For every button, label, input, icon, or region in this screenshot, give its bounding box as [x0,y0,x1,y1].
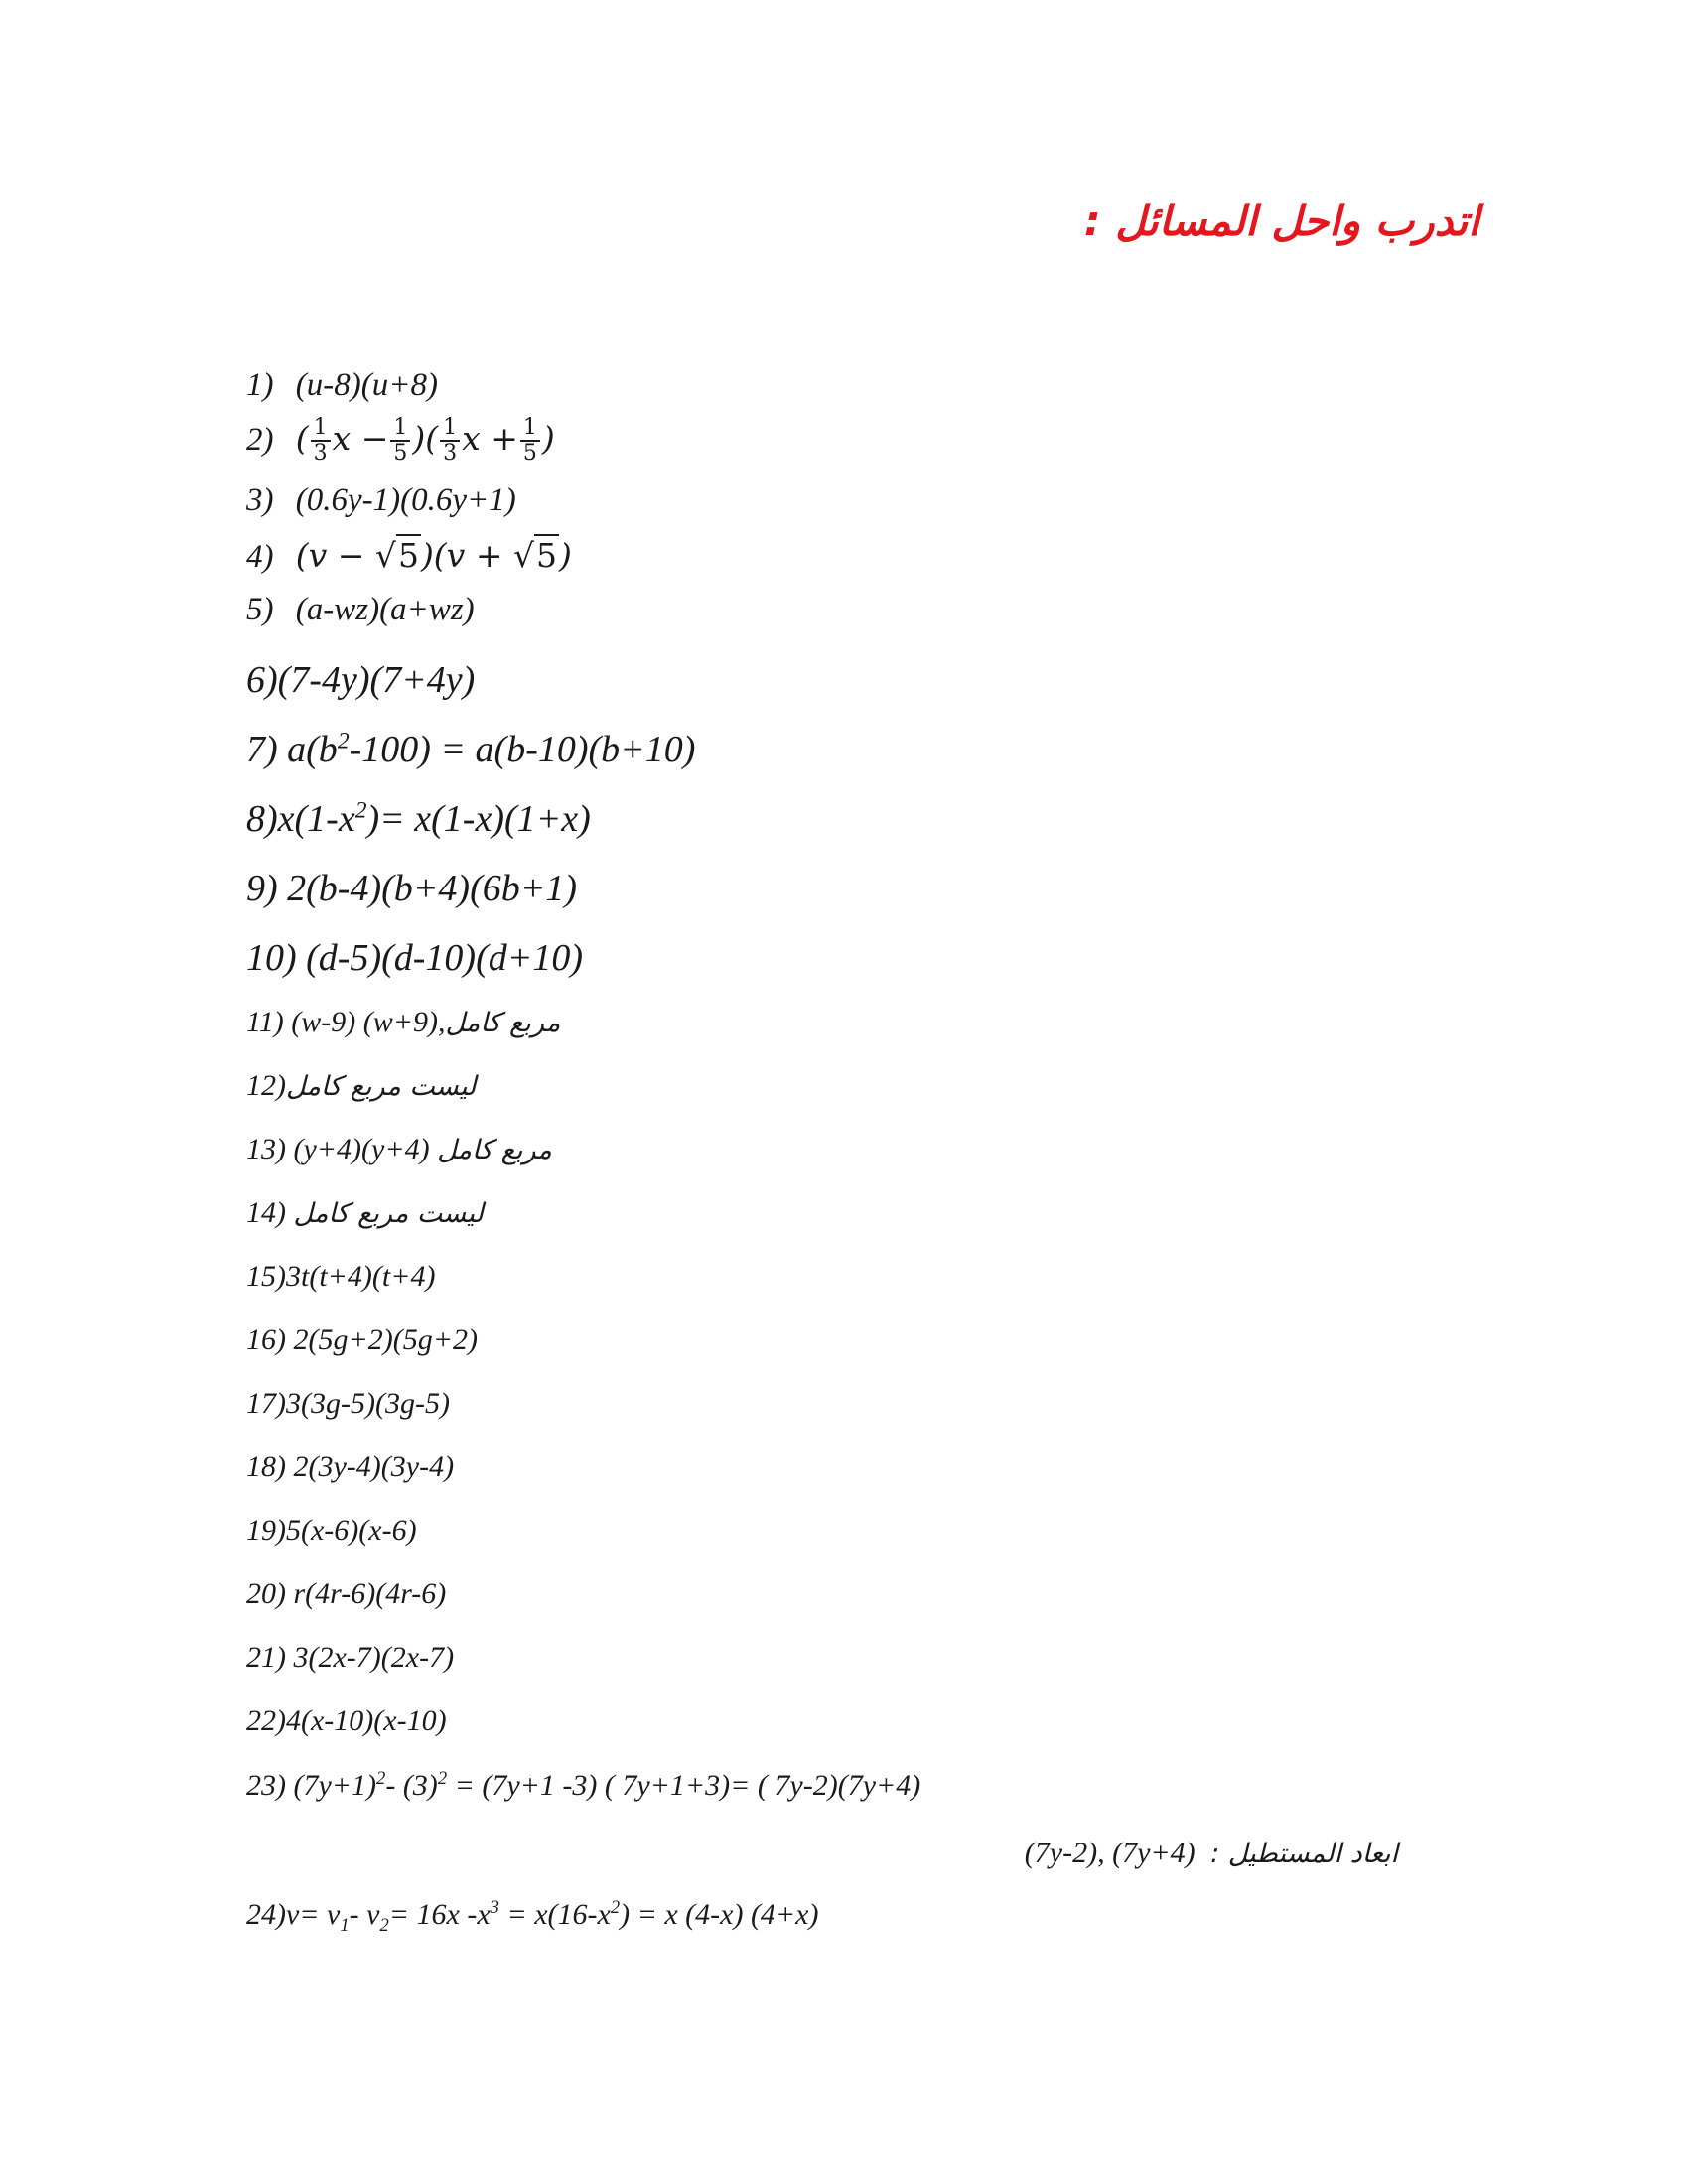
dimensions-value: (7y-2), (7y+4) [1024,1837,1196,1869]
problem-10 [246,939,583,977]
term: 24)v= v [246,1898,341,1931]
problem-6 [246,661,475,699]
radicand: 5 [536,536,557,575]
numerator: 1 [520,417,540,442]
problem-expression: 12) [246,1069,286,1102]
problem-3 [246,484,516,517]
term: - (3) [385,1769,438,1802]
problem-1 [246,369,438,402]
problem-expression: 22)4(x-10)(x-10) [246,1705,447,1737]
problem-expression: 13) (y+4)(y+4) [246,1133,430,1165]
subscript: 1 [340,1915,350,1936]
exponent: 2 [610,1897,621,1918]
problem-expression: 6)(7-4y)(7+4y) [246,659,476,701]
perfect-square-note: مربع كامل [445,1008,561,1038]
problem-5 [246,594,475,626]
exponent: 2 [337,728,350,753]
problem-expression: 17)3(3g-5)(3g-5) [246,1387,450,1420]
term: 7) a(b [246,728,338,770]
problem-expression: 19)5(x-6)(x-6) [246,1514,417,1547]
denominator: 3 [313,441,328,466]
problem-expression [246,1769,920,1802]
problem-number: 4) [246,539,274,575]
problem-12 [246,1071,476,1101]
problem-expression: (u-8)(u+8) [295,367,438,403]
term: (v − [295,536,375,575]
problem-expression [295,415,555,466]
problem-expression: 15)3t(t+4)(t+4) [246,1260,436,1293]
paren: ) [559,536,572,575]
term: - v [349,1898,380,1931]
problem-expression: (0.6y-1)(0.6y+1) [295,482,516,518]
problem-expression [246,729,695,770]
term: ) = x (4-x) (4+x) [620,1898,819,1931]
problem-expression: 20) r(4r-6)(4r-6) [246,1577,447,1610]
problem-22 [246,1706,447,1736]
problem-7 [246,730,695,768]
fraction [520,417,540,465]
term: )(v + [420,536,513,575]
problem-expression [246,798,591,840]
problem-expression: 9) 2(b-4)(b+4)(6b+1) [246,868,578,909]
problem-number: 3) [246,482,274,518]
problem-2 [246,417,555,465]
term: 23) (7y+1) [246,1769,377,1802]
problem-number: 1) [246,367,274,403]
fraction [311,417,331,465]
square-root: √5 [374,536,419,575]
problem-20 [246,1579,446,1609]
dimensions-label: ابعاد المستطيل : [1210,1839,1398,1869]
problem-13 [246,1135,552,1164]
denominator: 5 [522,441,537,466]
problem-expression: 18) 2(3y-4)(3y-4) [246,1450,455,1483]
problem-expression: 10) (d-5)(d-10)(d+10) [246,937,584,979]
term: = (7y+1 -3) ( 7y+1+3)= ( 7y-2)(7y+4) [447,1769,921,1802]
problem-expression: 11) (w-9) (w+9), [246,1006,446,1038]
term: 8)x(1-x [246,797,355,840]
paren: ) [541,419,555,458]
exponent: 2 [437,1768,448,1789]
fraction [390,417,410,465]
square-root: √5 [512,536,557,575]
problem-16 [246,1325,478,1355]
problem-4 [246,536,572,575]
denominator: 3 [443,441,458,466]
term: )= x(1-x)(1+x) [366,797,591,840]
numerator: 1 [390,417,410,442]
problem-18 [246,1452,454,1482]
paren: ( [295,419,309,458]
problem-24 [246,1899,819,1936]
numerator: 1 [440,417,460,442]
perfect-square-note: مربع كامل [437,1135,552,1165]
problem-17 [246,1389,450,1419]
not-perfect-square-note: ليست مربع كامل [293,1198,484,1229]
problem-19 [246,1516,417,1546]
exponent: 2 [354,797,367,823]
problem-expression [246,1897,819,1936]
problem-expression [296,536,572,575]
fraction [440,417,460,465]
denominator: 5 [393,441,408,466]
term: -100) = a(b-10)(b+10) [349,728,696,770]
radicand: 5 [397,536,419,575]
term: x − [332,419,389,458]
problem-11 [246,1008,560,1037]
exponent: 3 [490,1897,499,1918]
problem-expression: 14) [246,1196,286,1229]
term: x + [462,419,518,458]
problem-23 [246,1770,920,1801]
problem-expression: 16) 2(5g+2)(5g+2) [246,1323,478,1356]
problem-14 [246,1198,484,1228]
problem-expression: 21) 3(2x-7)(2x-7) [246,1641,455,1674]
page-title: اتدرب واحل المسائل : [1083,197,1479,245]
numerator: 1 [311,417,331,442]
exponent: 2 [376,1768,386,1789]
term: = 16x -x [388,1898,491,1931]
problem-9 [246,870,577,907]
subscript: 2 [379,1915,389,1936]
problem-number: 5) [246,592,274,627]
problem-15 [246,1262,435,1292]
rectangle-dimensions [1025,1837,1398,1870]
problem-21 [246,1643,454,1673]
problem-expression: (a-wz)(a+wz) [295,592,475,627]
problem-8 [246,799,591,838]
paren: )( [412,419,439,458]
term: = x(16-x [498,1898,611,1931]
problem-number: 2) [246,422,274,458]
not-perfect-square-note: ليست مربع كامل [286,1071,477,1102]
